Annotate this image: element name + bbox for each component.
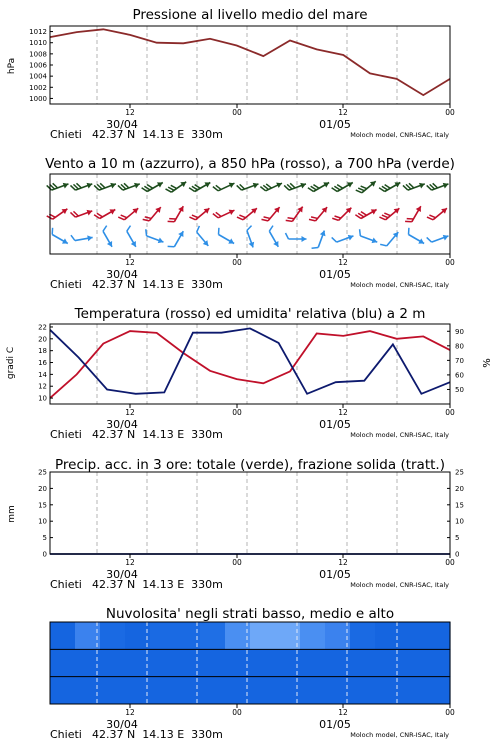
cloud-cell-basso: [50, 677, 76, 705]
cloud-title: Nuvolosita' negli strati basso, medio e alto: [105, 606, 395, 622]
precip-plot-frame: [50, 472, 450, 554]
temperature-ytick-label: 14: [38, 370, 47, 379]
temperature-xtick-label: 12: [125, 408, 135, 417]
wind-barb-850-hPa: [237, 204, 259, 224]
precip-ytick-right-label: 20: [455, 484, 464, 493]
wind-model-credit: Moloch model, CNR-ISAC, Italy: [350, 281, 449, 289]
temperature-location-name: Chieti: [50, 428, 82, 441]
wind-barb-850-hPa: [143, 203, 163, 225]
wind-barb-700-hPa: [379, 177, 402, 195]
wind-location-coords: 42.37 N 14.13 E 330m: [92, 278, 223, 291]
cloud-cell-medio: [200, 649, 226, 677]
wind-barb-10-m: [312, 228, 328, 251]
wind-barb-850-hPa: [261, 203, 281, 225]
pressure-panel: [0, 0, 500, 150]
pressure-date-label: 30/04: [106, 118, 138, 131]
wind-barb-850-hPa: [189, 204, 211, 224]
wind-chart: [0, 150, 500, 300]
wind-barb-700-hPa: [403, 178, 426, 194]
precip-title: Precip. acc. in 3 ore: totale (verde), frazione solida (tratt.): [55, 457, 445, 473]
precip-ylabel: mm: [7, 505, 17, 523]
precip-ytick-label: 0: [42, 550, 47, 559]
wind-panel: [0, 150, 500, 300]
pressure-ytick-label: 1006: [29, 61, 47, 70]
wind-barb-10-m: [99, 226, 117, 249]
cloud-location-coords: 42.37 N 14.13 E 330m: [92, 728, 223, 741]
wind-barb-850-hPa: [168, 203, 186, 226]
temperature-ytick-right-label: 70: [455, 356, 464, 365]
temperature-series-1-line: [50, 328, 450, 393]
wind-barb-10-m: [48, 228, 71, 246]
temperature-ytick-label: 10: [38, 394, 47, 403]
cloud-chart: [0, 600, 500, 750]
pressure-xtick-label: 00: [445, 108, 455, 117]
precip-model-credit: Moloch model, CNR-ISAC, Italy: [350, 581, 449, 589]
temperature-location-coords: 42.37 N 14.13 E 330m: [92, 428, 223, 441]
pressure-ytick-label: 1004: [29, 72, 47, 81]
wind-barb-850-hPa: [94, 204, 117, 222]
wind-barb-10-m: [332, 230, 355, 246]
cloud-cell-alto: [150, 622, 176, 650]
precip-date-label: 30/04: [106, 568, 138, 581]
pressure-location-coords: 42.37 N 14.13 E 330m: [92, 128, 223, 141]
cloud-cell-alto: [400, 622, 426, 650]
pressure-ytick-label: 1010: [29, 39, 47, 48]
cloud-cell-alto: [300, 622, 326, 650]
wind-barb-850-hPa: [405, 203, 423, 226]
wind-barb-850-hPa: [309, 203, 329, 225]
cloud-cell-medio: [300, 649, 326, 677]
pressure-series-0-line: [50, 29, 450, 95]
wind-barb-700-hPa: [260, 178, 283, 195]
cloud-cell-basso: [350, 677, 376, 705]
wind-barb-700-hPa: [189, 177, 212, 195]
temperature-ytick-label: 16: [38, 359, 47, 368]
wind-barb-10-m: [123, 226, 141, 249]
wind-barb-700-hPa: [94, 178, 117, 194]
temperature-ytick-label: 18: [38, 347, 47, 356]
cloud-cell-medio: [50, 649, 76, 677]
pressure-location-name: Chieti: [50, 128, 82, 141]
humidity-ylabel: %: [482, 358, 493, 368]
precip-date-label: 01/05: [319, 568, 351, 581]
precip-ytick-label: 10: [38, 517, 47, 526]
cloud-cell-alto: [250, 622, 276, 650]
precip-ytick-right-label: 15: [455, 501, 464, 510]
precip-chart: [0, 450, 500, 600]
wind-date-label: 01/05: [319, 268, 351, 281]
cloud-cell-basso: [250, 677, 276, 705]
wind-date-label: 30/04: [106, 268, 138, 281]
wind-barb-850-hPa: [427, 204, 449, 224]
wind-barb-700-hPa: [70, 178, 93, 194]
precip-location-coords: 42.37 N 14.13 E 330m: [92, 578, 223, 591]
temperature-title: Temperatura (rosso) ed umidita' relativa (blu) a 2 m: [74, 306, 426, 322]
wind-barb-700-hPa: [284, 178, 307, 194]
wind-barb-700-hPa: [142, 177, 165, 195]
temperature-ytick-right-label: 90: [455, 327, 464, 336]
precip-location-name: Chieti: [50, 578, 82, 591]
pressure-ytick-label: 1000: [29, 94, 47, 103]
temperature-panel: [0, 300, 500, 450]
pressure-xtick-label: 12: [338, 108, 348, 117]
cloud-cell-medio: [400, 649, 426, 677]
precip-panel: [0, 450, 500, 600]
cloud-cell-basso: [200, 677, 226, 705]
wind-xtick-label: 00: [445, 258, 455, 267]
temperature-xtick-label: 00: [445, 408, 455, 417]
precip-ytick-label: 5: [42, 534, 47, 543]
cloud-cell-basso: [400, 677, 426, 705]
cloud-cell-medio: [250, 649, 276, 677]
pressure-ytick-label: 1002: [29, 83, 47, 92]
temperature-ytick-right-label: 80: [455, 342, 464, 351]
precip-ytick-label: 20: [38, 484, 47, 493]
wind-barb-850-hPa: [332, 203, 353, 224]
cloud-cell-alto: [50, 622, 76, 650]
cloud-model-credit: Moloch model, CNR-ISAC, Italy: [350, 731, 449, 739]
temperature-ytick-label: 20: [38, 335, 47, 344]
temperature-series-0-line: [50, 331, 450, 398]
cloud-xtick-label: 12: [125, 708, 135, 717]
cloud-xtick-label: 00: [232, 708, 242, 717]
pressure-ytick-label: 1012: [29, 28, 47, 37]
cloud-date-label: 30/04: [106, 718, 138, 731]
wind-barb-850-hPa: [118, 204, 140, 224]
precip-ytick-right-label: 25: [455, 468, 464, 477]
precip-xtick-label: 12: [338, 558, 348, 567]
cloud-panel: [0, 600, 500, 750]
temperature-ytick-right-label: 60: [455, 371, 464, 380]
wind-xtick-label: 12: [125, 258, 135, 267]
cloud-cell-alto: [425, 622, 451, 650]
wind-barb-10-m: [168, 228, 186, 251]
cloud-xtick-label: 12: [338, 708, 348, 717]
temperature-date-label: 01/05: [319, 418, 351, 431]
precip-ytick-label: 25: [38, 468, 47, 477]
precip-ytick-right-label: 5: [455, 534, 460, 543]
temperature-model-credit: Moloch model, CNR-ISAC, Italy: [350, 431, 449, 439]
cloud-cell-medio: [350, 649, 376, 677]
cloud-cell-alto: [200, 622, 226, 650]
wind-barb-10-m: [192, 226, 212, 248]
cloud-cell-alto: [100, 622, 126, 650]
wind-barb-850-hPa: [70, 205, 93, 221]
wind-barb-700-hPa: [427, 178, 450, 194]
wind-barb-10-m: [427, 230, 450, 246]
wind-barb-10-m: [143, 229, 166, 245]
temperature-xtick-label: 12: [338, 408, 348, 417]
precip-xtick-label: 00: [232, 558, 242, 567]
wind-barb-10-m: [404, 228, 427, 246]
pressure-ylabel: hPa: [7, 57, 17, 75]
temperature-ytick-label: 22: [38, 323, 47, 332]
wind-barb-850-hPa: [213, 205, 236, 222]
pressure-ytick-label: 1008: [29, 50, 47, 59]
cloud-cell-medio: [150, 649, 176, 677]
pressure-title: Pressione al livello medio del mare: [132, 7, 368, 23]
cloud-cell-medio: [425, 649, 451, 677]
wind-barb-10-m: [286, 233, 307, 242]
wind-barb-10-m: [243, 226, 259, 249]
wind-barb-700-hPa: [356, 177, 378, 197]
wind-barb-850-hPa: [379, 204, 401, 224]
wind-barb-10-m: [380, 228, 400, 250]
wind-xtick-label: 00: [232, 258, 242, 267]
wind-barb-10-m: [356, 229, 379, 245]
wind-barb-10-m: [214, 228, 237, 246]
wind-location-name: Chieti: [50, 278, 82, 291]
precip-ytick-right-label: 0: [455, 550, 460, 559]
wind-barb-10-m: [71, 232, 93, 245]
wind-barb-700-hPa: [308, 177, 331, 195]
wind-barb-700-hPa: [166, 177, 188, 196]
wind-barb-700-hPa: [332, 177, 355, 195]
cloud-xtick-label: 00: [445, 708, 455, 717]
pressure-date-label: 01/05: [319, 118, 351, 131]
cloud-cell-basso: [425, 677, 451, 705]
cloud-cell-basso: [300, 677, 326, 705]
temperature-chart: [0, 300, 500, 450]
temperature-xtick-label: 00: [232, 408, 242, 417]
cloud-cell-basso: [100, 677, 126, 705]
cloud-location-name: Chieti: [50, 728, 82, 741]
pressure-plot-frame: [50, 26, 450, 104]
precip-xtick-label: 00: [445, 558, 455, 567]
wind-xtick-label: 12: [338, 258, 348, 267]
wind-barb-10-m: [265, 226, 283, 249]
precip-ytick-label: 15: [38, 501, 47, 510]
cloud-cell-medio: [100, 649, 126, 677]
wind-barb-700-hPa: [213, 178, 236, 195]
cloud-cell-basso: [150, 677, 176, 705]
cloud-date-label: 01/05: [319, 718, 351, 731]
wind-barb-850-hPa: [355, 204, 378, 222]
temperature-date-label: 30/04: [106, 418, 138, 431]
cloud-cell-alto: [350, 622, 376, 650]
wind-barb-700-hPa: [237, 178, 260, 194]
temperature-ytick-label: 12: [38, 382, 47, 391]
wind-barb-850-hPa: [286, 203, 305, 225]
pressure-xtick-label: 12: [125, 108, 135, 117]
precip-ytick-right-label: 10: [455, 517, 464, 526]
pressure-chart: [0, 0, 500, 150]
precip-xtick-label: 12: [125, 558, 135, 567]
wind-title: Vento a 10 m (azzurro), a 850 hPa (rosso), a 700 hPa (verde): [45, 156, 455, 172]
pressure-xtick-label: 00: [232, 108, 242, 117]
wind-barb-700-hPa: [118, 178, 141, 194]
pressure-model-credit: Moloch model, CNR-ISAC, Italy: [350, 131, 449, 139]
temperature-ylabel: gradi C: [6, 346, 16, 380]
temperature-ytick-right-label: 50: [455, 385, 464, 394]
